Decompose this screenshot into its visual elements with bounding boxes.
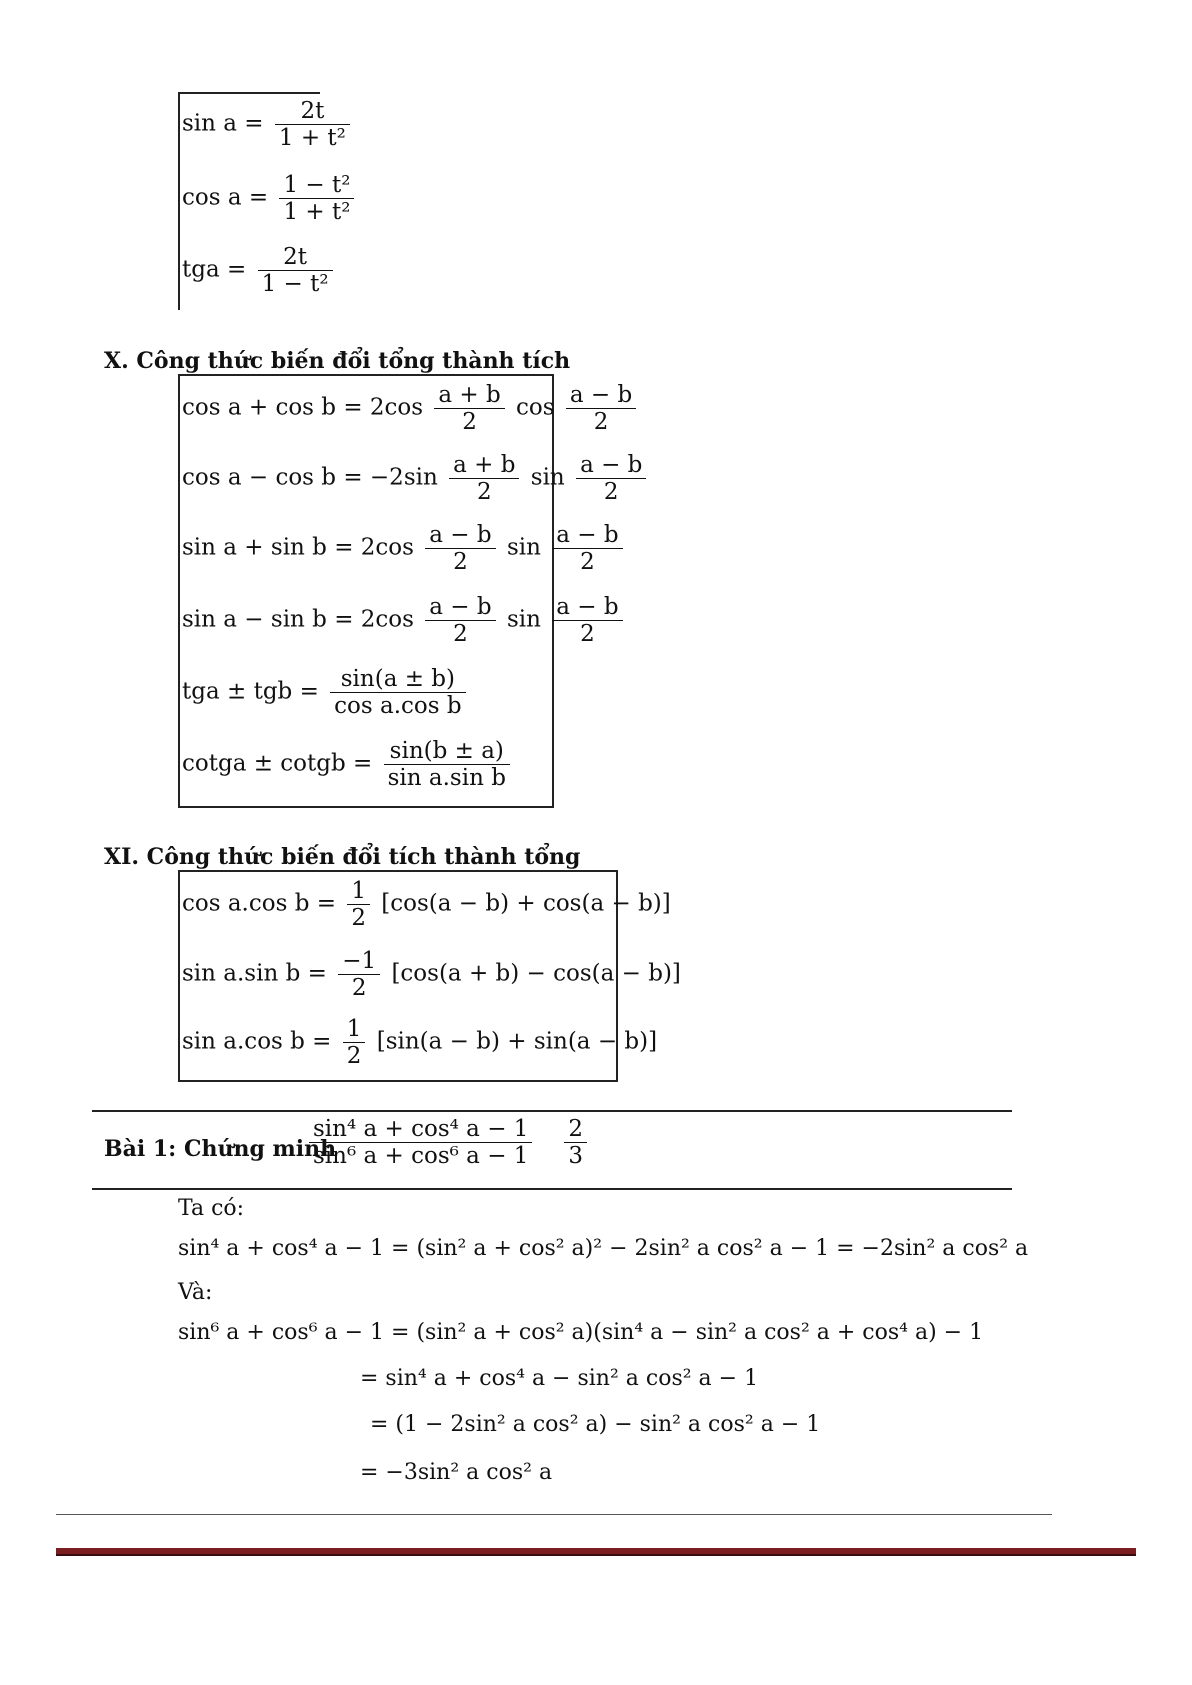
formula-cos-plus-cos: cos a + cos b = 2cos $\frac{a + b}{2}$ cos $\frac{a - b}{2}$ [182, 382, 640, 435]
formula-sin-minus-sin: sin a − sin b = 2cos $\frac{a - b}{2}$ sin $\frac{a - b}{2}$ [182, 594, 627, 647]
fraction: $\frac{\text{sin⁴ a + cos⁴ a − 1}}{\text{sin⁶ a + cos⁶ a − 1}}$ [309, 1116, 532, 1169]
footer-decorative-rule [56, 1548, 1136, 1556]
solution-line-1: sin⁴ a + cos⁴ a − 1 = (sin² a + cos² a)² − 2sin² a cos² a − 1 = −2sin² a cos² a [178, 1236, 1029, 1261]
fraction: $\frac{a - b}{2}$ [552, 522, 622, 575]
fraction: $\frac{a - b}{2}$ [566, 382, 636, 435]
formula-sin-cos: sin a.cos b = $\frac{1}{2}$ [sin(a − b) + sin(a − b)] [182, 1016, 658, 1069]
fraction: $\frac{1}{2}$ [343, 1016, 366, 1069]
fraction: $\frac{-1}{2}$ [338, 948, 380, 1001]
formula-sin-sin: sin a.sin b = $\frac{-1}{2}$ [cos(a + b) − cos(a − b)] [182, 948, 681, 1001]
formula-cos-cos: cos a.cos b = $\frac{1}{2}$ [cos(a − b) + cos(a − b)] [182, 878, 671, 931]
solution-ta-co: Ta có: [178, 1196, 245, 1221]
formula-tg-t: tga = $\frac{2t}{\text{1 − t²}}$ [182, 244, 337, 297]
solution-line-3: = sin⁴ a + cos⁴ a − sin² a cos² a − 1 [360, 1366, 759, 1391]
fraction: $\frac{a - b}{2}$ [425, 522, 495, 575]
fraction: $\frac{\sin(b \pm a)}{\text{sin a.sin b}}$ [384, 738, 510, 791]
section-x-heading: X. Công thức biến đổi tổng thành tích [104, 348, 571, 374]
fraction: $\frac{2t}{\text{1 + t²}}$ [275, 98, 350, 151]
formula-tg-sum: tga ± tgb = $\frac{\sin(a \pm b)}{\text{cos a.cos b}}$ [182, 666, 470, 719]
fraction: $\frac{\text{1 − t²}}{\text{1 + t²}}$ [279, 172, 354, 225]
section-xi-heading: XI. Công thức biến đổi tích thành tổng [104, 844, 581, 870]
formula-cos-minus-cos: cos a − cos b = −2sin $\frac{a + b}{2}$ sin $\frac{a - b}{2}$ [182, 452, 650, 505]
fraction: $\frac{1}{2}$ [347, 878, 370, 931]
solution-line-2: sin⁶ a + cos⁶ a − 1 = (sin² a + cos² a)(sin⁴ a − sin² a cos² a + cos⁴ a) − 1 [178, 1320, 984, 1345]
solution-va: Và: [178, 1280, 213, 1305]
fraction: $\frac{a + b}{2}$ [449, 452, 519, 505]
formula-sin-plus-sin: sin a + sin b = 2cos $\frac{a - b}{2}$ sin $\frac{a - b}{2}$ [182, 522, 627, 575]
formula-sin-t: sin a = $\frac{2t}{\text{1 + t²}}$ [182, 98, 354, 151]
formula-cotg-sum: cotga ± cotgb = $\frac{\sin(b \pm a)}{\text{sin a.sin b}}$ [182, 738, 514, 791]
fraction: $\frac{2t}{\text{1 − t²}}$ [258, 244, 333, 297]
fraction: $\frac{a - b}{2}$ [425, 594, 495, 647]
fraction: $\frac{a - b}{2}$ [552, 594, 622, 647]
exercise-bottom-rule [92, 1188, 1012, 1190]
solution-line-5: = −3sin² a cos² a [360, 1460, 553, 1485]
ratio-fraction: $\frac{2}{3}$ [564, 1116, 587, 1169]
formula-cos-t: cos a = $\frac{\text{1 − t²}}{\text{1 + t²}}$ [182, 172, 358, 225]
fraction: $\frac{a + b}{2}$ [434, 382, 504, 435]
fraction: $\frac{a - b}{2}$ [576, 452, 646, 505]
fraction: $\frac{\sin(a \pm b)}{\text{cos a.cos b}}$ [330, 666, 465, 719]
footer-thin-rule [56, 1514, 1052, 1515]
exercise-top-rule [92, 1110, 1012, 1112]
exercise-statement [305, 1116, 591, 1169]
solution-line-4: = (1 − 2sin² a cos² a) − sin² a cos² a − 1 [370, 1412, 821, 1437]
exercise-label: Bài 1: Chứng minh [104, 1136, 337, 1162]
